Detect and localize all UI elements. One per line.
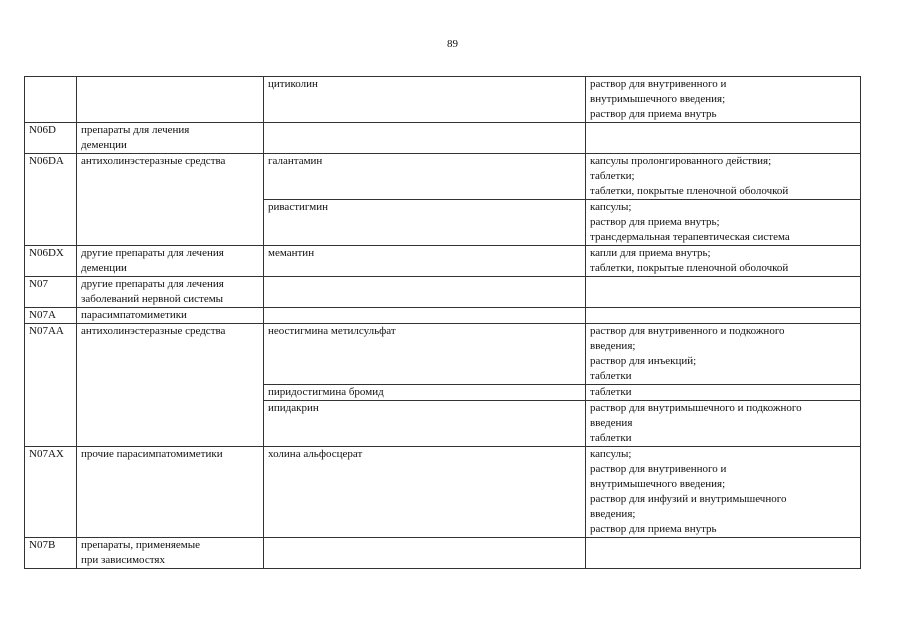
dosage-forms-cell: [586, 308, 861, 324]
table-row: [25, 324, 861, 385]
group-name-cell: [77, 324, 264, 447]
dosage-form: таблетки: [590, 432, 632, 444]
dosage-form: таблетки;: [590, 170, 635, 182]
dosage-form: введения;: [590, 508, 636, 520]
table-row: [25, 277, 861, 308]
dosage-form: раствор для внутримышечного и подкожного: [590, 402, 802, 414]
drug-name: неостигмина метилсульфат: [268, 325, 396, 337]
group-name: другие препараты для лечения: [81, 278, 224, 290]
table-row: [25, 246, 861, 277]
dosage-forms-cell: [586, 277, 861, 308]
dosage-form: раствор для внутривенного и: [590, 463, 727, 475]
dosage-forms-cell: [586, 324, 861, 385]
dosage-forms-cell: [586, 385, 861, 401]
table-row: [25, 154, 861, 200]
drug-name: галантамин: [268, 155, 323, 167]
atc-code: N07AX: [29, 448, 64, 460]
dosage-forms-cell: [586, 538, 861, 569]
drug-name-cell: [264, 77, 586, 123]
atc-code: N06DX: [29, 247, 64, 259]
drug-table: [24, 76, 861, 569]
drug-name-cell: [264, 277, 586, 308]
table-row: [25, 308, 861, 324]
dosage-forms-cell: [586, 154, 861, 200]
group-name-cell: [77, 154, 264, 246]
group-name: деменции: [81, 262, 127, 274]
drug-name: мемантин: [268, 247, 315, 259]
drug-name-cell: [264, 123, 586, 154]
group-name: прочие парасимпатомиметики: [81, 448, 223, 460]
drug-name-cell: [264, 447, 586, 538]
group-name: антихолинэстеразные средства: [81, 155, 226, 167]
dosage-form: внутримышечного введения;: [590, 478, 726, 490]
dosage-form: раствор для инъекций;: [590, 355, 697, 367]
dosage-form: внутримышечного введения;: [590, 93, 726, 105]
group-name: другие препараты для лечения: [81, 247, 224, 259]
table-row: [25, 447, 861, 538]
table-row: [25, 538, 861, 569]
atc-code-cell: [25, 324, 77, 447]
group-name: препараты для лечения: [81, 124, 190, 136]
page-number: 89: [447, 38, 458, 50]
drug-name-cell: [264, 324, 586, 385]
dosage-forms-cell: [586, 246, 861, 277]
group-name: антихолинэстеразные средства: [81, 325, 226, 337]
drug-name: пиридостигмина бромид: [268, 386, 384, 398]
dosage-form: капли для приема внутрь;: [590, 247, 711, 259]
group-name: заболеваний нервной системы: [81, 293, 224, 305]
group-name: деменции: [81, 139, 127, 151]
atc-code-cell: [25, 538, 77, 569]
dosage-forms-cell: [586, 123, 861, 154]
atc-code-cell: [25, 308, 77, 324]
drug-name-cell: [264, 308, 586, 324]
atc-code: N07A: [29, 309, 56, 321]
drug-name: цитиколин: [268, 78, 318, 90]
dosage-form: капсулы;: [590, 448, 632, 460]
dosage-form: капсулы;: [590, 201, 632, 213]
atc-code-cell: [25, 246, 77, 277]
table-body: [25, 77, 861, 569]
drug-name-cell: [264, 538, 586, 569]
drug-name: ипидакрин: [268, 402, 319, 414]
dosage-forms-cell: [586, 401, 861, 447]
atc-code: N07: [29, 278, 48, 290]
table-row: [25, 77, 861, 123]
dosage-form: раствор для приема внутрь: [590, 108, 717, 120]
dosage-form: таблетки: [590, 386, 632, 398]
drug-name-cell: [264, 401, 586, 447]
group-name-cell: [77, 447, 264, 538]
drug-name-cell: [264, 154, 586, 200]
group-name-cell: [77, 77, 264, 123]
drug-name-cell: [264, 385, 586, 401]
group-name: препараты, применяемые: [81, 539, 201, 551]
dosage-form: раствор для внутривенного и: [590, 78, 727, 90]
atc-code-cell: [25, 277, 77, 308]
dosage-form: капсулы пролонгированного действия;: [590, 155, 772, 167]
dosage-forms-cell: [586, 447, 861, 538]
atc-code: N06D: [29, 124, 56, 136]
dosage-form: раствор для приема внутрь: [590, 523, 717, 535]
dosage-form: введения;: [590, 340, 636, 352]
atc-code-cell: [25, 154, 77, 246]
dosage-form: трансдермальная терапевтическая система: [590, 231, 790, 243]
drug-name-cell: [264, 200, 586, 246]
dosage-form: раствор для приема внутрь;: [590, 216, 720, 228]
atc-code-cell: [25, 123, 77, 154]
dosage-form: таблетки, покрытые пленочной оболочкой: [590, 262, 789, 274]
group-name-cell: [77, 308, 264, 324]
dosage-form: раствор для внутривенного и подкожного: [590, 325, 785, 337]
atc-code: N06DA: [29, 155, 64, 167]
table-row: [25, 123, 861, 154]
dosage-form: введения: [590, 417, 633, 429]
group-name-cell: [77, 123, 264, 154]
atc-code: N07AA: [29, 325, 64, 337]
dosage-form: раствор для инфузий и внутримышечного: [590, 493, 787, 505]
group-name-cell: [77, 538, 264, 569]
group-name: при зависимостях: [81, 554, 165, 566]
dosage-forms-cell: [586, 200, 861, 246]
dosage-form: таблетки: [590, 370, 632, 382]
atc-code-cell: [25, 447, 77, 538]
atc-code-cell: [25, 77, 77, 123]
drug-name: холина альфосцерат: [268, 448, 363, 460]
drug-name: ривастигмин: [268, 201, 328, 213]
group-name-cell: [77, 277, 264, 308]
group-name-cell: [77, 246, 264, 277]
atc-code: N07B: [29, 539, 56, 551]
drug-name-cell: [264, 246, 586, 277]
group-name: парасимпатомиметики: [81, 309, 187, 321]
dosage-form: таблетки, покрытые пленочной оболочкой: [590, 185, 789, 197]
dosage-forms-cell: [586, 77, 861, 123]
